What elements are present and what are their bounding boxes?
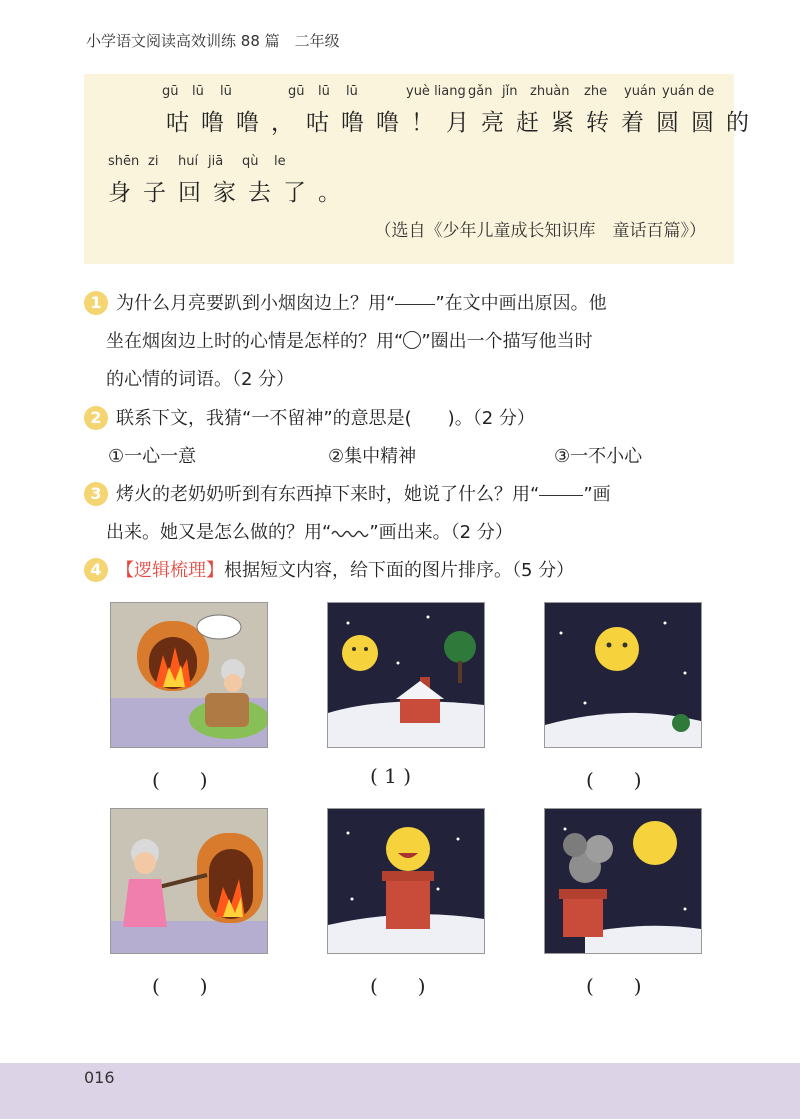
pinyin: qù (242, 154, 259, 169)
picture-moon-smoke (544, 808, 702, 954)
pinyin: jǐn (502, 84, 518, 99)
option-1[interactable]: ①一心一意 (108, 446, 197, 467)
picture-moon-falling (544, 602, 702, 748)
question-2 (84, 400, 744, 438)
question-number-badge: 2 (84, 406, 108, 430)
pinyin: zi (148, 154, 159, 169)
pinyin: le (274, 154, 286, 169)
section-tag: 【逻辑梳理】 (116, 560, 224, 581)
pinyin: zhe (584, 84, 608, 99)
circle-symbol (403, 331, 421, 349)
question-number-badge: 1 (84, 291, 108, 315)
question-text: ”画 (583, 484, 611, 505)
question-text: ”在文中画出原因。他 (435, 293, 607, 314)
question-text: 为什么月亮要趴到小烟囱边上？用“ (116, 293, 396, 314)
pinyin: yuán (624, 84, 657, 99)
question-text: 联系下文，我猜“一不留神”的意思是( )。（2 分） (116, 408, 535, 429)
question-text: 的心情的词语。（2 分） (106, 369, 295, 390)
pinyin: de (698, 84, 715, 99)
question-3 (84, 476, 744, 552)
pinyin: lū (220, 84, 232, 99)
question-number-badge: 3 (84, 482, 108, 506)
question-4 (84, 552, 744, 590)
pinyin: lū (318, 84, 330, 99)
answer-blank-1[interactable]: ( ) (152, 768, 208, 792)
picture-grandma-fireplace (110, 602, 268, 748)
question-text: 烤火的老奶奶听到有东西掉下来时，她说了什么？用“ (116, 484, 540, 505)
picture-moon-house (327, 602, 485, 748)
passage-source: （选自《少年儿童成长知识库 童话百篇》） (374, 221, 706, 241)
picture-moon-on-chimney (327, 808, 485, 954)
option-3[interactable]: ③一不小心 (554, 446, 643, 467)
pinyin: jiā (208, 154, 224, 169)
answer-blank-5[interactable]: ( ) (370, 974, 426, 998)
question-text: ”圈出一个描写他当时 (421, 331, 593, 352)
page-footer-band (0, 1063, 800, 1119)
question-text: 根据短文内容，给下面的图片排序。（5 分） (224, 560, 575, 581)
page-number: 016 (84, 1068, 115, 1087)
pinyin-line-1 (84, 84, 734, 102)
pinyin: shēn (108, 154, 140, 169)
pinyin: yuè liang (406, 84, 466, 99)
option-2[interactable]: ②集中精神 (328, 446, 417, 467)
pinyin-line-2 (84, 154, 734, 172)
pinyin: huí (178, 154, 199, 169)
question-1 (84, 285, 744, 399)
question-text: ”画出来。（2 分） (369, 522, 513, 543)
question-text: 坐在烟囱边上时的心情是怎样的？用“ (106, 331, 404, 352)
underline-symbol (395, 290, 435, 305)
wavy-line-symbol (331, 524, 369, 538)
pinyin: zhuàn (530, 84, 570, 99)
book-header: 小学语文阅读高效训练 88 篇 二年级 (86, 32, 340, 50)
underline-symbol (539, 481, 583, 496)
pinyin: yuán (662, 84, 695, 99)
question-text: 出来。她又是怎么做的？用“ (106, 522, 332, 543)
picture-grandma-poking-fire (110, 808, 268, 954)
answer-blank-3[interactable]: ( ) (586, 768, 642, 792)
answer-blank-2[interactable]: ( 1 ) (370, 764, 412, 788)
answer-blank-4[interactable]: ( ) (152, 974, 208, 998)
pinyin: lū (192, 84, 204, 99)
pinyin: lū (346, 84, 358, 99)
passage-box (84, 74, 761, 264)
pinyin: gū (288, 84, 305, 99)
answer-blank-6[interactable]: ( ) (586, 974, 642, 998)
pinyin: gǎn (468, 84, 493, 99)
passage-line-2: 身子回家去了。 (108, 180, 353, 206)
question-number-badge: 4 (84, 558, 108, 582)
pinyin: gū (162, 84, 179, 99)
passage-line-1: 咕噜噜，咕噜噜！月亮赶紧转着圆圆的 (166, 110, 761, 136)
